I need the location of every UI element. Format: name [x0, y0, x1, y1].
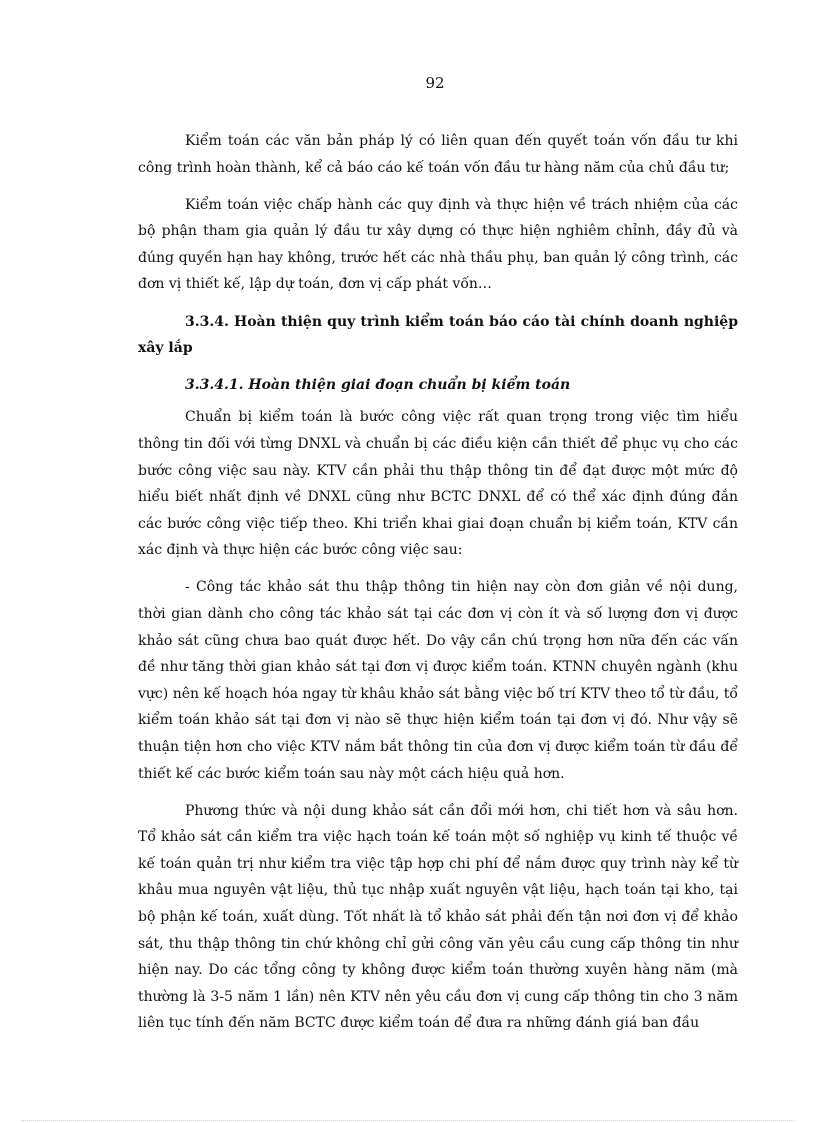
paragraph-legal-documents: Kiểm toán các văn bản pháp lý có liên quan đến quyết toán vốn đầu tư khi công trình hoàn thành, kể cả báo cáo kế toán vốn đầu tư hàng năm của chủ đầu tư;: [138, 133, 738, 176]
page-number: 92: [425, 74, 445, 92]
subsection-heading: 3.3.4.1. Hoàn thiện giai đoạn chuẩn bị kiểm toán: [185, 376, 571, 393]
section-heading: 3.3.4. Hoàn thiện quy trình kiểm toán báo cáo tài chính doanh nghiệp xây lắp: [138, 313, 738, 357]
document-body: [138, 128, 738, 1048]
paragraph-survey-method: Phương thức và nội dung khảo sát cần đổi mới hơn, chi tiết hơn và sâu hơn. Tổ khảo sát cần kiểm tra việc hạch toán kế toán một số nghiệp vụ kinh tế thuộc về kế toán quản trị như kiểm tra việc tập hợp chi phí để nắm được quy trình này kể từ khâu mua nguyên vật liệu, thủ tục nhập xuất nguyên vật liệu, hạch toán tại kho, tại bộ phận kế toán, xuất dùng. Tốt nhất là tổ khảo sát phải đến tận nơi đơn vị để khảo sát, thu thập thông tin chứ không chỉ gửi công văn yêu cầu cung cấp thông tin như hiện nay. Do các tổng công ty không được kiểm toán thường xuyên hàng năm (mà thường là 3-5 năm 1 lần) nên KTV nên yêu cầu đơn vị cung cấp thông tin cho 3 năm liên tục tính đến năm BCTC được kiểm toán để đưa ra những đánh giá ban đầu: [138, 802, 738, 1032]
paragraph-survey-work: - Công tác khảo sát thu thập thông tin hiện nay còn đơn giản về nội dung, thời gian dành cho công tác khảo sát tại các đơn vị còn ít và số lượng đơn vị được khảo sát cũng chưa bao quát được hết. Do vậy cần chú trọng hơn nữa đến các vấn đề như tăng thời gian khảo sát tại đơn vị được kiểm toán. KTNN chuyên ngành (khu vực) nên kế hoạch hóa ngay từ khâu khảo sát bằng việc bố trí KTV theo tổ từ đầu, tổ kiểm toán khảo sát tại đơn vị nào sẽ thực hiện kiểm toán tại đơn vị đó. Như vậy sẽ thuận tiện hơn cho việc KTV nắm bắt thông tin của đơn vị được kiểm toán từ đầu để thiết kế các bước kiểm toán sau này một cách hiệu quả hơn.: [138, 579, 738, 782]
paragraph-compliance: Kiểm toán việc chấp hành các quy định và thực hiện về trách nhiệm của các bộ phận tham gia quản lý đầu tư xây dựng có thực hiện nghiêm chỉnh, đầy đủ và đúng quyền hạn hay không, trước hết các nhà thầu phụ, ban quản lý công trình, các đơn vị thiết kế, lập dự toán, đơn vị cấp phát vốn…: [138, 196, 738, 293]
page-bottom-rule: [22, 1120, 794, 1121]
paragraph-preparation: Chuẩn bị kiểm toán là bước công việc rất quan trọng trong việc tìm hiểu thông tin đối với từng DNXL và chuẩn bị các điều kiện cần thiết để phục vụ cho các bước công việc sau này. KTV cần phải thu thập thông tin để đạt được một mức độ hiểu biết nhất định về DNXL cũng như BCTC DNXL để có thể xác định đúng đắn các bước công việc tiếp theo. Khi triển khai giai đoạn chuẩn bị kiểm toán, KTV cần xác định và thực hiện các bước công việc sau:: [138, 409, 738, 559]
